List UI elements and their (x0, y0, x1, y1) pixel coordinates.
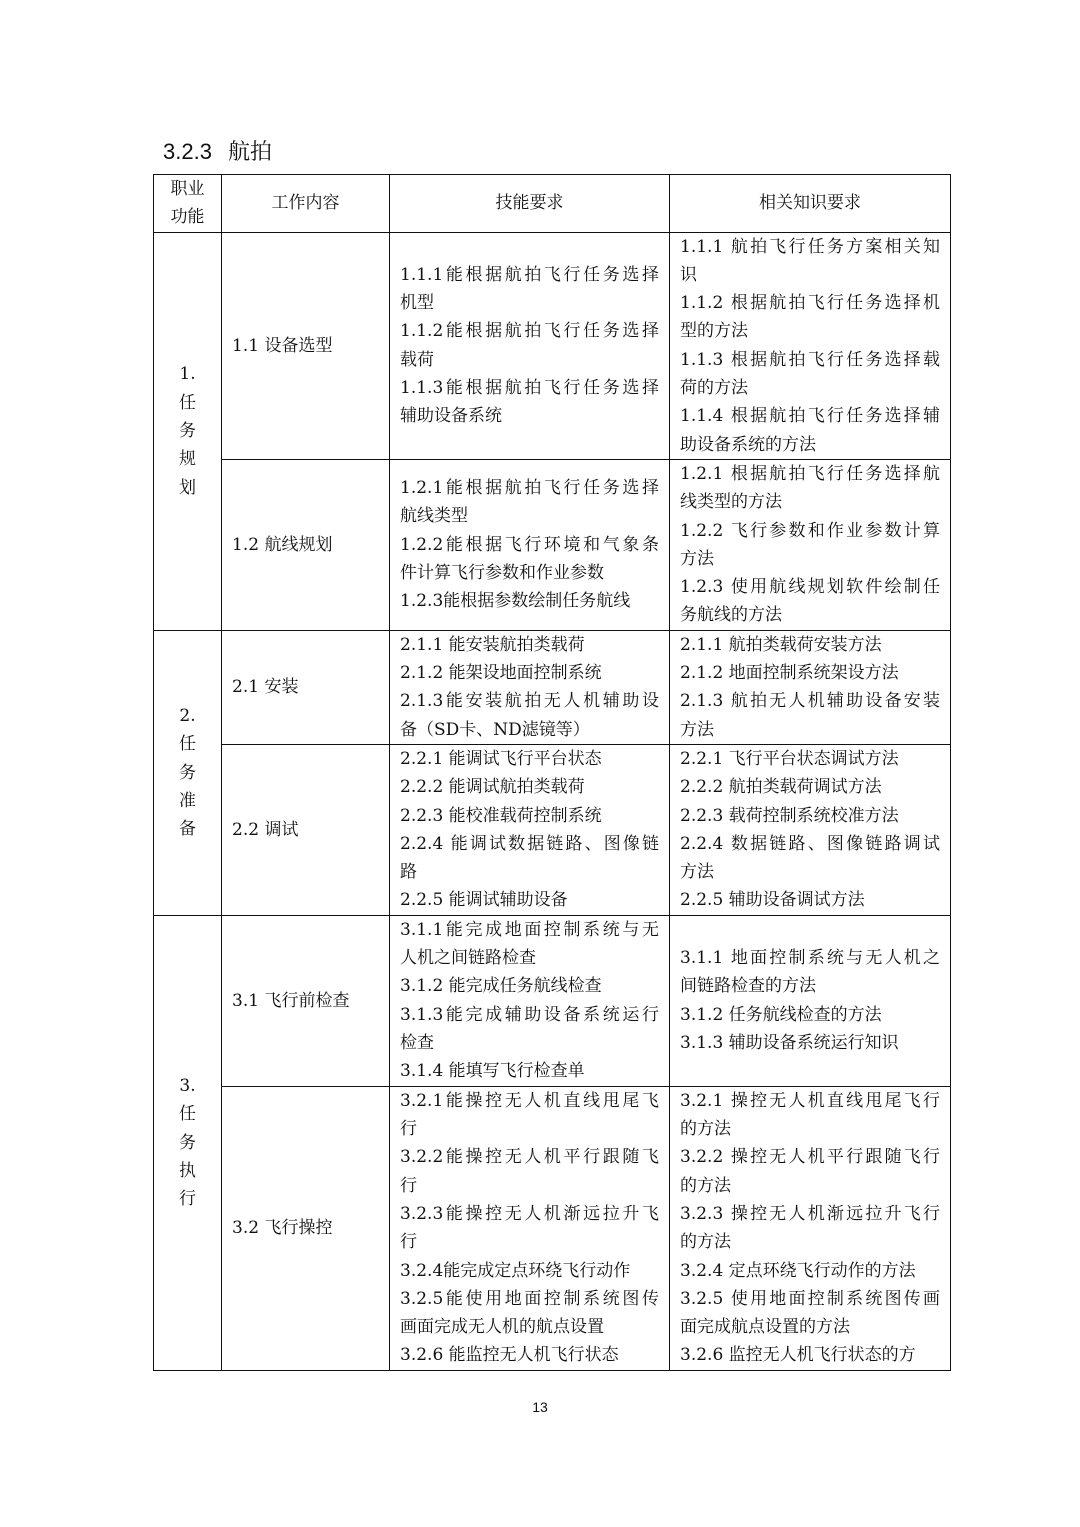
skill-item (400, 745, 659, 773)
knowledge-line: 方法 (680, 862, 714, 883)
knowledge-line: 助设备系统的方法 (680, 434, 816, 455)
skill-line: 2.1.3能安装航拍无人机辅助设 (400, 691, 659, 712)
function-cell (154, 630, 222, 915)
skill-line: 3.1.3能完成辅助设备系统运行 (400, 1004, 659, 1025)
skill-line: 载荷 (400, 349, 434, 370)
skill-line: 行 (400, 1232, 417, 1253)
knowledge-item (680, 1200, 940, 1257)
work-content-text: 1.1 设备选型 (232, 335, 333, 356)
work-content-text: 1.2 航线规划 (232, 534, 333, 555)
knowledge-line: 务航线的方法 (680, 605, 782, 626)
header-row (154, 175, 951, 233)
work-content-cell (222, 744, 390, 915)
table-row (154, 630, 951, 744)
knowledge-line: 2.1.3 航拍无人机辅助设备安装 (680, 691, 940, 712)
function-name: 任务执行 (179, 1104, 196, 1210)
knowledge-line: 1.1.2 根据航拍飞行任务选择机 (680, 293, 940, 314)
function-number: 2. (179, 705, 196, 726)
knowledge-cell (670, 232, 951, 459)
skill-item (400, 374, 659, 431)
knowledge-line: 2.2.2 航拍类载荷调试方法 (680, 777, 882, 798)
knowledge-line: 2.1.2 地面控制系统架设方法 (680, 663, 899, 684)
knowledge-item (680, 631, 940, 659)
skill-line: 画面完成无人机的航点设置 (400, 1317, 604, 1338)
skills-cell (390, 232, 670, 459)
ability-requirements-table (153, 174, 951, 1371)
knowledge-item (680, 402, 940, 459)
knowledge-line: 2.2.3 载荷控制系统校准方法 (680, 805, 899, 826)
skills-cell (390, 915, 670, 1086)
knowledge-item (680, 1143, 940, 1200)
skill-line: 辅助设备系统 (400, 406, 502, 427)
table-row (154, 1086, 951, 1370)
skill-item (400, 587, 659, 615)
skill-line: 3.1.1能完成地面控制系统与无 (400, 919, 659, 940)
table-row (154, 915, 951, 1086)
skill-line: 人机之间链路检查 (400, 948, 536, 969)
skill-line: 3.2.4能完成定点环绕飞行动作 (400, 1260, 631, 1281)
function-number: 3. (179, 1075, 196, 1096)
skill-item (400, 1341, 659, 1369)
skill-line: 2.2.1 能调试飞行平台状态 (400, 748, 602, 769)
skill-item (400, 317, 659, 374)
knowledge-item (680, 1087, 940, 1144)
skill-line: 3.2.3能操控无人机渐远拉升飞 (400, 1203, 659, 1224)
knowledge-line: 3.2.5 使用地面控制系统图传画 (680, 1288, 940, 1309)
skill-item (400, 1200, 659, 1257)
knowledge-item (680, 944, 940, 1001)
knowledge-item (680, 573, 940, 630)
skill-line: 3.2.6 能监控无人机飞行状态 (400, 1345, 619, 1366)
header-function (154, 175, 222, 233)
skill-item (400, 1257, 659, 1285)
skills-cell (390, 744, 670, 915)
skill-item (400, 886, 659, 914)
knowledge-item (680, 1001, 940, 1029)
knowledge-line: 1.1.4 根据航拍飞行任务选择辅 (680, 406, 940, 427)
skill-item (400, 1285, 659, 1342)
skill-line: 1.1.1能根据航拍飞行任务选择 (400, 264, 659, 285)
knowledge-line: 型的方法 (680, 321, 748, 342)
skill-line: 3.1.2 能完成任务航线检查 (400, 976, 602, 997)
knowledge-line: 3.1.2 任务航线检查的方法 (680, 1004, 882, 1025)
knowledge-line: 2.1.1 航拍类载荷安装方法 (680, 634, 882, 655)
skill-item (400, 474, 659, 531)
knowledge-line: 3.1.3 辅助设备系统运行知识 (680, 1033, 899, 1054)
knowledge-line: 1.2.3 使用航线规划软件绘制任 (680, 577, 940, 598)
skill-line: 3.2.5能使用地面控制系统图传 (400, 1288, 659, 1309)
skill-item (400, 531, 659, 588)
skill-item (400, 659, 659, 687)
knowledge-item (680, 802, 940, 830)
header-work-content: 工作内容 (222, 175, 390, 233)
skill-item (400, 972, 659, 1000)
knowledge-line: 的方法 (680, 1175, 731, 1196)
knowledge-line: 3.2.1 操控无人机直线甩尾飞行 (680, 1090, 940, 1111)
skill-item (400, 1143, 659, 1200)
skill-item (400, 916, 659, 973)
function-cell (154, 232, 222, 630)
skill-item (400, 1057, 659, 1085)
header-function-label: 职业功能 (170, 179, 205, 228)
knowledge-line: 方法 (680, 719, 714, 740)
skill-line: 3.2.1能操控无人机直线甩尾飞 (400, 1090, 659, 1111)
knowledge-item (680, 1285, 940, 1342)
knowledge-line: 荷的方法 (680, 378, 748, 399)
skill-line: 航线类型 (400, 506, 468, 527)
knowledge-item (680, 289, 940, 346)
knowledge-line: 3.2.2 操控无人机平行跟随飞行 (680, 1147, 940, 1168)
skill-line: 2.1.2 能架设地面控制系统 (400, 663, 602, 684)
knowledge-line: 识 (680, 264, 697, 285)
skill-line: 机型 (400, 293, 434, 314)
work-content-cell (222, 232, 390, 459)
skills-cell (390, 1086, 670, 1370)
skill-item (400, 687, 659, 744)
work-content-cell (222, 1086, 390, 1370)
knowledge-item (680, 773, 940, 801)
knowledge-line: 2.2.4 数据链路、图像链路调试 (680, 833, 940, 854)
knowledge-line: 1.2.2 飞行参数和作业参数计算 (680, 520, 940, 541)
function-number: 1. (179, 364, 196, 385)
header-knowledge: 相关知识要求 (670, 175, 951, 233)
skill-line: 3.2.2能操控无人机平行跟随飞 (400, 1147, 659, 1168)
skill-line: 2.2.2 能调试航拍类载荷 (400, 777, 585, 798)
knowledge-line: 1.1.3 根据航拍飞行任务选择载 (680, 349, 940, 370)
knowledge-line: 3.2.4 定点环绕飞行动作的方法 (680, 1260, 916, 1281)
section-title: 航拍 (227, 139, 272, 164)
skill-line: 2.1.1 能安装航拍类载荷 (400, 634, 585, 655)
knowledge-line: 2.2.5 辅助设备调试方法 (680, 890, 865, 911)
skill-line: 行 (400, 1175, 417, 1196)
knowledge-line: 1.2.1 根据航拍飞行任务选择航 (680, 463, 940, 484)
skill-line: 备（SD卡、ND滤镜等） (400, 719, 590, 740)
skill-line: 件计算飞行参数和作业参数 (400, 563, 604, 583)
skill-line: 1.2.2能根据飞行环境和气象条 (400, 534, 659, 555)
skill-line: 1.2.3能根据参数绘制任务航线 (400, 591, 631, 612)
skill-item (400, 1087, 659, 1144)
table-row (154, 459, 951, 630)
table-header (154, 175, 951, 233)
knowledge-item (680, 687, 940, 744)
knowledge-item (680, 346, 940, 403)
skill-line: 路 (400, 862, 417, 883)
work-content-text: 2.1 安装 (232, 677, 299, 698)
knowledge-cell (670, 1086, 951, 1370)
knowledge-item (680, 233, 940, 290)
knowledge-line: 3.2.6 监控无人机飞行状态的方 (680, 1345, 916, 1366)
knowledge-cell (670, 459, 951, 630)
knowledge-line: 间链路检查的方法 (680, 976, 816, 997)
knowledge-cell (670, 630, 951, 744)
skill-item (400, 802, 659, 830)
knowledge-item (680, 460, 940, 517)
function-cell (154, 915, 222, 1370)
skill-line: 1.1.3能根据航拍飞行任务选择 (400, 378, 659, 399)
knowledge-item (680, 1257, 940, 1285)
header-skills: 技能要求 (390, 175, 670, 233)
skill-line: 2.2.3 能校准载荷控制系统 (400, 805, 602, 826)
function-name: 任务准备 (179, 734, 196, 840)
skill-item (400, 773, 659, 801)
skills-cell (390, 459, 670, 630)
work-content-text: 3.1 飞行前检查 (232, 990, 350, 1011)
section-heading (163, 137, 272, 167)
knowledge-line: 1.1.1 航拍飞行任务方案相关知 (680, 236, 940, 257)
skill-line: 2.2.5 能调试辅助设备 (400, 890, 568, 911)
knowledge-line: 面完成航点设置的方法 (680, 1317, 850, 1338)
skill-line: 2.2.4 能调试数据链路、图像链 (400, 833, 659, 854)
knowledge-line: 线类型的方法 (680, 492, 782, 513)
skill-line: 3.1.4 能填写飞行检查单 (400, 1061, 585, 1082)
knowledge-line: 方法 (680, 548, 714, 569)
work-content-text: 2.2 调试 (232, 819, 299, 840)
table-body (154, 232, 951, 1370)
skills-cell (390, 630, 670, 744)
knowledge-line: 3.1.1 地面控制系统与无人机之 (680, 948, 940, 969)
knowledge-item (680, 1341, 940, 1369)
skill-line: 检查 (400, 1033, 434, 1054)
knowledge-item (680, 517, 940, 574)
page-number: 13 (532, 1399, 548, 1415)
skill-item (400, 830, 659, 887)
knowledge-item (680, 659, 940, 687)
section-number: 3.2.3 (163, 139, 212, 164)
work-content-cell (222, 459, 390, 630)
knowledge-item (680, 745, 940, 773)
skill-item (400, 261, 659, 318)
table-row (154, 232, 951, 459)
knowledge-item (680, 830, 940, 887)
knowledge-line: 的方法 (680, 1232, 731, 1253)
knowledge-line: 3.2.3 操控无人机渐远拉升飞行 (680, 1203, 940, 1224)
knowledge-line: 的方法 (680, 1119, 731, 1140)
knowledge-line: 2.2.1 飞行平台状态调试方法 (680, 748, 899, 769)
work-content-cell (222, 915, 390, 1086)
knowledge-cell (670, 915, 951, 1086)
skill-item (400, 631, 659, 659)
skill-line: 1.1.2能根据航拍飞行任务选择 (400, 321, 659, 342)
knowledge-item (680, 886, 940, 914)
skill-item (400, 1001, 659, 1058)
table-row (154, 744, 951, 915)
function-name: 任务规划 (179, 392, 196, 498)
knowledge-cell (670, 744, 951, 915)
knowledge-item (680, 1029, 940, 1057)
work-content-text: 3.2 飞行操控 (232, 1218, 333, 1239)
skill-line: 行 (400, 1119, 417, 1140)
skill-line: 1.2.1能根据航拍飞行任务选择 (400, 478, 659, 499)
work-content-cell (222, 630, 390, 744)
